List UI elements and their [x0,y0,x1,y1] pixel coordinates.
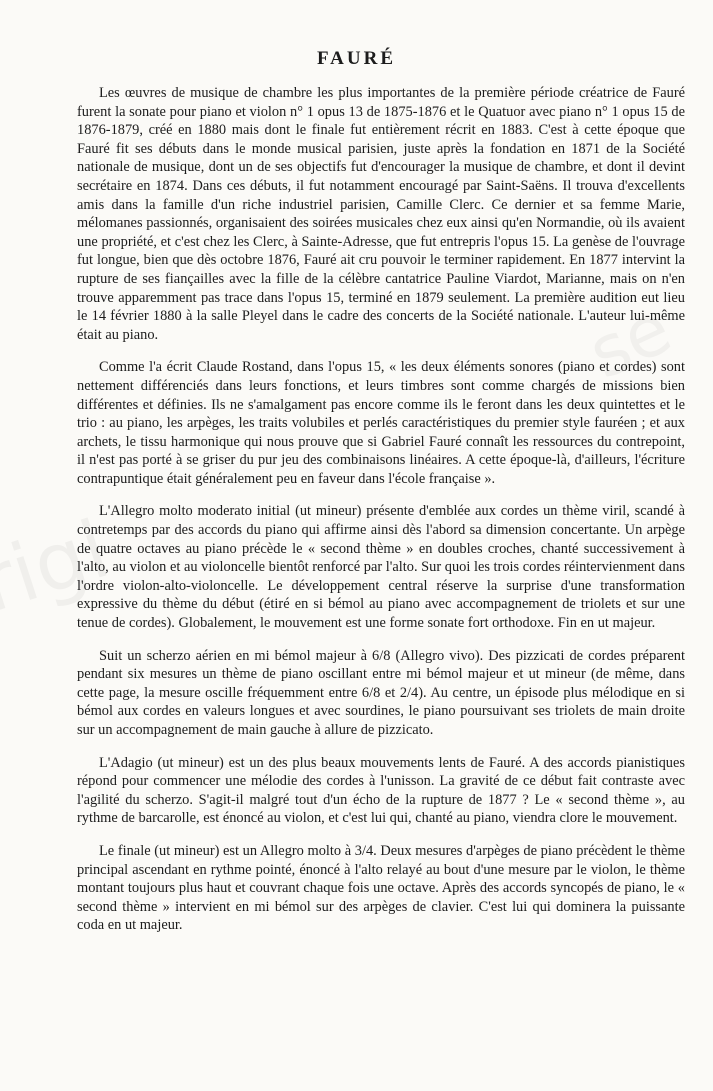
paragraph-finale: Le finale (ut mineur) est un Allegro molto à 3/4. Deux mesures d'arpèges de piano précèdent le thème principal ascendant en rythme pointé, énoncé à l'alto relayé au bout d'une mesure par le violon, le thème montant toujours plus haut et couvrant chaque fois une octave. Après des accords syncopés de piano, le « second thème » intervient en mi bémol sur des arpèges de clavier. C'est lui qui dominera la puissante coda en ut majeur. [77,842,685,934]
paragraph-scherzo: Suit un scherzo aérien en mi bémol majeur à 6/8 (Allegro vivo). Des pizzicati de cordes préparent pendant six mesures un thème de piano oscillant entre mi bémol majeur et ut mineur (de même, dans cette page, la mesure oscille fréquemment entre 6/8 et 2/4). Au centre, un épisode plus mélodique en si bémol aux cordes en valeurs longues et avec sourdines, le piano poursuivant ses triolets de main droite sur un accompagnement de main gauche à allure de pizzicato. [77,647,685,738]
paragraph-adagio: L'Adagio (ut mineur) est un des plus beaux mouvements lents de Fauré. A des accords pianistiques répond pour commencer une mélodie des cordes à l'unisson. La gravité de ce début fait contraste avec l'agilité du scherzo. S'agit-il malgré tout d'un écho de la rupture de 1877 ? Le « second thème », au rythme de barcarolle, est énoncé au violon, et c'est lui qui, chanté au piano, viendra clore le mouvement. [77,754,685,827]
paragraph-intro: Les œuvres de musique de chambre les plus importantes de la première période créatrice de Fauré furent la sonate pour piano et violon n° 1 opus 13 de 1875-1876 et le Quatuor avec piano n° 1 opus 15 de 1876-1879, créé en 1880 mais dont le finale fut entièrement récrit en 1883. C'est à cette époque que Fauré fit ses débuts dans le monde musical parisien, juste après la fondation en 1871 de la Société nationale de musique, dont un de ses objectifs fut d'encourager la musique de chambre, et dont il devint secrétaire en 1874. Dans ces débuts, il fut notamment encouragé par Saint-Saëns. Il trouva d'excellents amis dans la famille d'un riche industriel parisien, Camille Clerc. Ce dernier et sa femme Marie, mélomanes passionnés, organisaient des soirées musicales chez eux ainsi qu'en Normandie, où ils avaient une propriété, et c'est chez les Clerc, à Sainte-Adresse, que fut entrepris l'opus 15. La genèse de l'ouvrage fut longue, bien que dès octobre 1876, Fauré ait cru pouvoir le terminer rapidement. En 1877 intervint la rupture de ses fiançailles avec la fille de la célèbre cantatrice Pauline Viardot, Marianne, mais on n'en trouve apparemment pas trace dans l'opus 15, terminé en 1879 seulement. La première audition eut lieu le 14 février 1880 à la salle Pleyel dans le cadre des concerts de la Société nationale. L'auteur lui-même était au piano. [77,85,685,343]
paragraph-allegro: L'Allegro molto moderato initial (ut mineur) présente d'emblée aux cordes un thème viril, scandé à contretemps par des accords du piano qui affirme ainsi dès l'abord sa dimension concertante. Un arpège de quatre octaves au piano précède le « second thème » en doubles croches, chanté successivement à l'alto, au violon et au violoncelle bientôt renforcé par l'alto. Sur quoi les trois cordes réintervienment dans l'ordre violon-alto-violoncelle. Le développement central réserve la surprise d'une transformation expressive du thème du début (étiré en si bémol au piano avec accompagnement de triolets et sur une tenue de cordes). Globalement, le mouvement est une forme sonate fort orthodoxe. Fin en ut majeur. [77,503,685,632]
body-text [77,84,685,935]
page-title: FAURÉ [316,48,397,69]
paragraph-rostand: Comme l'a écrit Claude Rostand, dans l'opus 15, « les deux éléments sonores (piano et cordes) sont nettement différenciés dans leurs fonctions, et leurs timbres sont comme chargés de missions bien différentes et définies. Ils ne s'amalgament pas encore comme ils le feront dans les deux quintettes et le trio : au piano, les arpèges, les traits volubiles et perlés caractéristiques du premier style fauréen ; et aux archets, le tissu harmonique qui nous prouve que si Gabriel Fauré connaît les ressources du contrepoint, il n'est pas porté à se griser du pur jeu des combinaisons linéaires. A cette époque-là, d'ailleurs, l'écriture contrapuntique était généralement peu en faveur dans l'école française ». [77,359,685,487]
